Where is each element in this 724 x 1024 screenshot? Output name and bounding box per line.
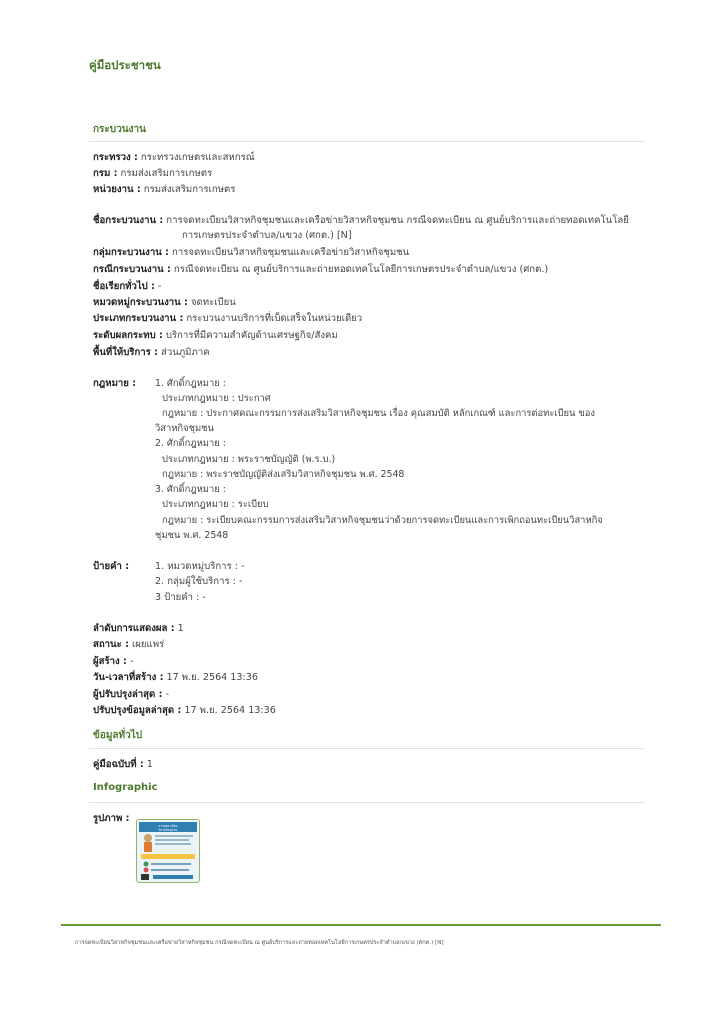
creator-label: ผู้สร้าง : bbox=[93, 656, 127, 667]
category-label: หมวดหมู่กระบวนงาน : bbox=[93, 297, 188, 308]
process-type-label: ประเภทกระบวนงาน : bbox=[93, 313, 184, 324]
process-name-value-line1: การจดทะเบียนวิสาหกิจชุมชนและเครือข่ายวิสาหกิจชุมชน กรณีจดทะเบียน ณ ศูนย์บริการและถ่ายทอดเทคโนโลยี bbox=[166, 215, 629, 226]
impact-level-value: บริการที่มีความสำคัญด้านเศรษฐกิจ/สังคม bbox=[165, 330, 338, 341]
display-order-value: 1 bbox=[177, 623, 184, 634]
process-name-row bbox=[93, 213, 645, 228]
law-item-2-type: ประเภทกฎหมาย : พระราชบัญญัติ (พ.ร.บ.) bbox=[162, 454, 336, 465]
updated-at-row bbox=[93, 703, 645, 718]
process-group-row bbox=[93, 245, 645, 260]
infographic-image bbox=[137, 820, 199, 882]
infographic-thumbnail[interactable] bbox=[136, 819, 200, 883]
process-type-row bbox=[93, 311, 645, 326]
impact-level-label: ระดับผลกระทบ : bbox=[93, 330, 163, 341]
manual-no-row bbox=[93, 757, 645, 772]
created-at-row bbox=[93, 670, 645, 685]
process-type-value: กระบวนงานบริการที่เบ็ดเสร็จในหน่วยเดียว bbox=[186, 313, 363, 324]
tags-label: ป้ายคำ : bbox=[93, 561, 130, 572]
agency-value: กรมส่งเสริมการเกษตร bbox=[143, 184, 236, 195]
general-section-title: ข้อมูลทั่วไป bbox=[93, 730, 143, 741]
thumb-subtitle: วิสาหกิจชุมชน bbox=[158, 828, 178, 832]
updated-at-label: ปรับปรุงข้อมูลล่าสุด : bbox=[93, 705, 182, 716]
law-item-3-type: ประเภทกฎหมาย : ระเบียบ bbox=[162, 499, 269, 510]
service-area-label: พื้นที่ให้บริการ : bbox=[93, 347, 158, 358]
document-title: คู่มือประชาชน bbox=[89, 58, 161, 72]
law-item-3-title: 3. ศักดิ์กฎหมาย : bbox=[155, 484, 226, 495]
ministry-value: กระทรวงเกษตรและสหกรณ์ bbox=[140, 152, 255, 163]
law-item-2-law: กฎหมาย : พระราชบัญญัติส่งเสริมวิสาหกิจชุมชน พ.ศ. 2548 bbox=[162, 469, 405, 480]
law-item-1-title: 1. ศักดิ์กฎหมาย : bbox=[155, 378, 226, 389]
status-value: เผยแพร่ bbox=[132, 639, 165, 650]
tag-item-1: 1. หมวดหมู่บริการ : - bbox=[155, 561, 245, 572]
department-label: กรม : bbox=[93, 168, 118, 179]
creator-value: - bbox=[129, 656, 134, 667]
law-item-1-law: กฎหมาย : ประกาศคณะกรรมการส่งเสริมวิสาหกิจชุมชน เรื่อง คุณสมบัติ หลักเกณฑ์ และการต่อทะเบียน ของ bbox=[162, 408, 596, 419]
infographic-section-divider bbox=[89, 802, 645, 803]
law-item-3-law: กฎหมาย : ระเบียบคณะกรรมการส่งเสริมวิสาหกิจชุมชนว่าด้วยการจดทะเบียนและการเพิกถอนทะเบียนวิสาหกิจ bbox=[162, 515, 603, 526]
agency-label: หน่วยงาน : bbox=[93, 184, 141, 195]
tag-item-3: 3 ป้ายคำ : - bbox=[155, 592, 206, 603]
creator-row bbox=[93, 654, 645, 669]
ministry-row bbox=[93, 150, 645, 165]
updated-by-row bbox=[93, 687, 645, 702]
manual-no-label: คู่มือฉบับที่ : bbox=[93, 759, 144, 770]
created-at-label: วัน-เวลาที่สร้าง : bbox=[93, 672, 164, 683]
general-section-divider bbox=[89, 748, 645, 749]
service-area-value: ส่วนภูมิภาค bbox=[161, 347, 210, 358]
created-at-value: 17 พ.ย. 2564 13:36 bbox=[166, 672, 258, 683]
process-group-value: การจดทะเบียนวิสาหกิจชุมชนและเครือข่ายวิสาหกิจชุมชน bbox=[172, 247, 410, 258]
department-row bbox=[93, 166, 645, 181]
infographic-section-title: Infographic bbox=[93, 782, 158, 793]
thumb-title: การจดทะเบียน bbox=[158, 824, 178, 828]
updated-at-value: 17 พ.ย. 2564 13:36 bbox=[184, 705, 276, 716]
image-label: รูปภาพ : bbox=[93, 813, 130, 824]
display-order-label: ลำดับการแสดงผล : bbox=[93, 623, 175, 634]
footer-divider bbox=[61, 924, 661, 926]
process-name-label: ชื่อกระบวนงาน : bbox=[93, 215, 164, 226]
law-item-3-law-cont: ชุมชน พ.ศ. 2548 bbox=[155, 530, 229, 541]
updated-by-value: - bbox=[165, 689, 169, 700]
common-name-label: ชื่อเรียกทั่วไป : bbox=[93, 281, 155, 292]
manual-no-value: 1 bbox=[146, 759, 153, 770]
impact-level-row bbox=[93, 328, 645, 343]
process-name-value-line2: การเกษตรประจำตำบล/แขวง (ศกต.) [N] bbox=[182, 230, 352, 241]
process-section-divider bbox=[89, 141, 645, 142]
common-name-row bbox=[93, 279, 645, 294]
law-item-2-title: 2. ศักดิ์กฎหมาย : bbox=[155, 438, 226, 449]
ministry-label: กระทรวง : bbox=[93, 152, 138, 163]
law-item-1-law-cont: วิสาหกิจชุมชน bbox=[155, 423, 214, 434]
footer-text: การจดทะเบียนวิสาหกิจชุมชนและเครือข่ายวิสาหกิจชุมชน กรณีจดทะเบียน ณ ศูนย์บริการและถ่ายทอดเทคโนโลยีการเกษตรประจำตำบล/แขวง (ศกต.) [N] bbox=[75, 940, 444, 946]
laws-label: กฎหมาย : bbox=[93, 378, 137, 389]
process-case-row bbox=[93, 262, 645, 277]
process-case-value: กรณีจดทะเบียน ณ ศูนย์บริการและถ่ายทอดเทคโนโลยีการเกษตรประจำตำบล/แขวง (ศกต.) bbox=[173, 264, 549, 275]
updated-by-label: ผู้ปรับปรุงล่าสุด : bbox=[93, 689, 163, 700]
process-case-label: กรณีกระบวนงาน : bbox=[93, 264, 171, 275]
department-value: กรมส่งเสริมการเกษตร bbox=[120, 168, 213, 179]
service-area-row bbox=[93, 345, 645, 360]
category-value: จดทะเบียน bbox=[190, 297, 236, 308]
tag-item-2: 2. กลุ่มผู้ใช้บริการ : - bbox=[155, 576, 243, 587]
status-label: สถานะ : bbox=[93, 639, 129, 650]
status-row bbox=[93, 637, 645, 652]
category-row bbox=[93, 295, 645, 310]
law-item-1-type: ประเภทกฎหมาย : ประกาศ bbox=[162, 393, 271, 404]
display-order-row bbox=[93, 621, 645, 636]
process-group-label: กลุ่มกระบวนงาน : bbox=[93, 247, 169, 258]
common-name-value: - bbox=[158, 281, 162, 292]
agency-row bbox=[93, 182, 645, 197]
process-section-title: กระบวนงาน bbox=[93, 124, 146, 135]
